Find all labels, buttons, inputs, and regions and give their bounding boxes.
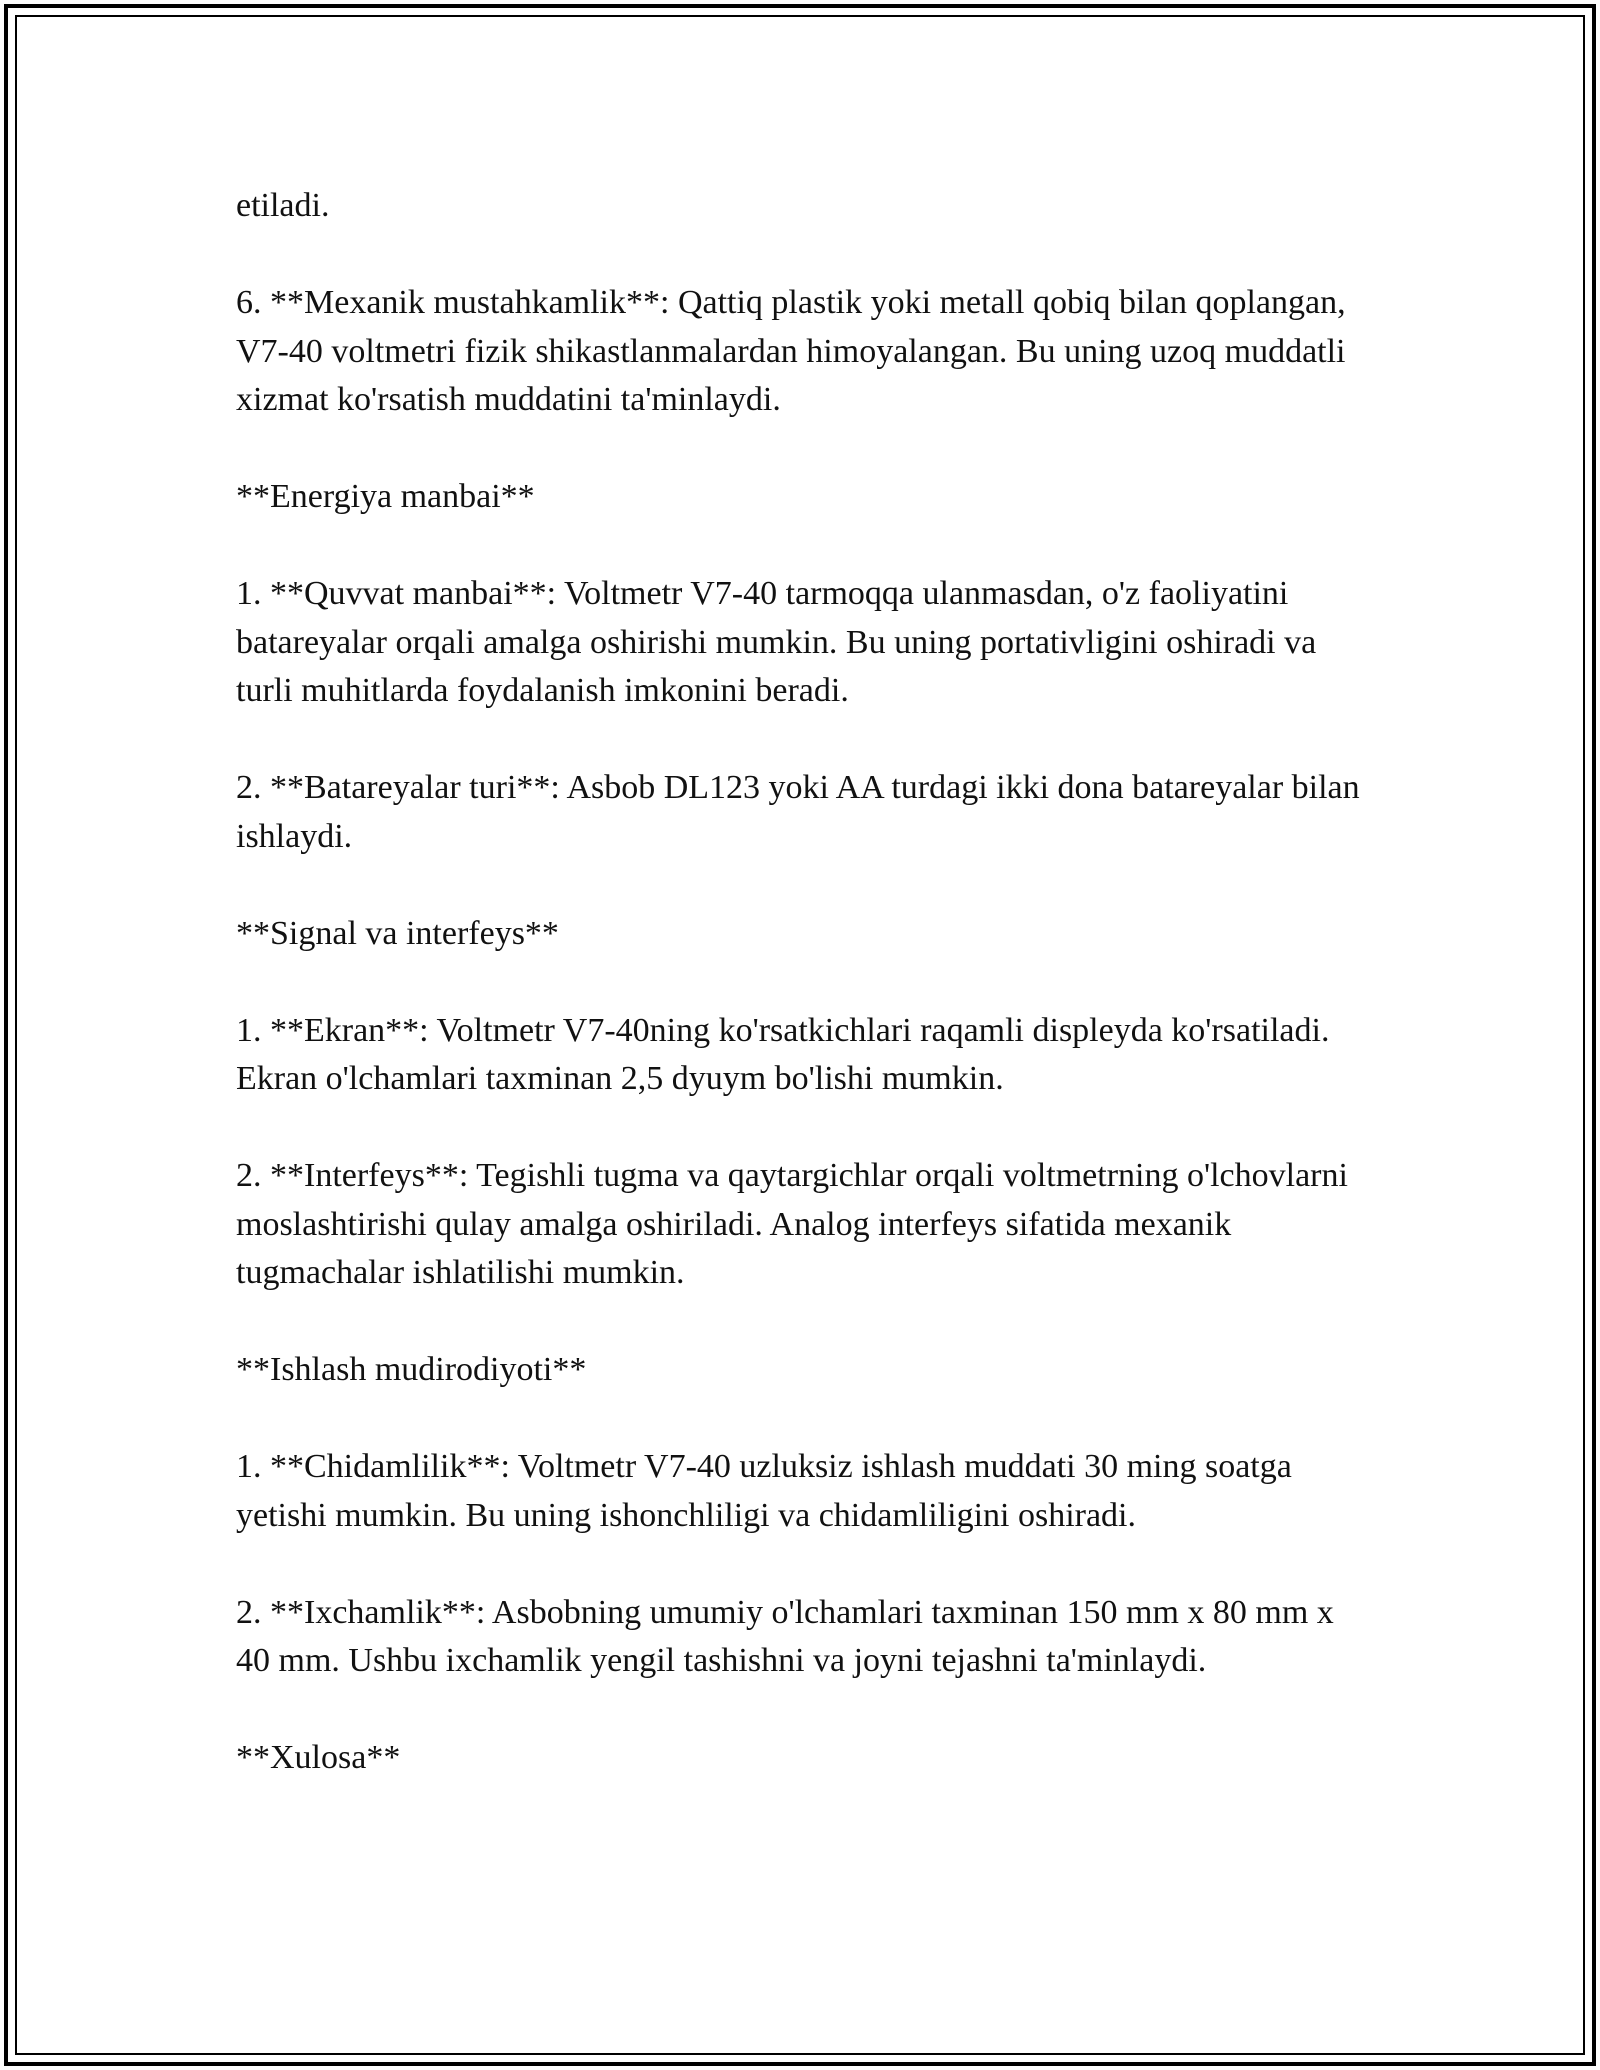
section-heading-energy: **Energiya manbai** <box>236 478 535 515</box>
section-heading-signal: **Signal va interfeys** <box>236 914 559 952</box>
paragraph-compactness: 2. **Ixchamlik**: Asbobning umumiy o'lchamlari taxminan 150 mm x 80 mm x 40 mm. Ushbu ixchamlik yengil tashishni va joyni tejashni ta'minlaydi. <box>236 1593 1334 1679</box>
document-body <box>236 182 1376 1831</box>
paragraph-mechanical-strength: 6. **Mexanik mustahkamlik**: Qattiq plastik yoki metall qobiq bilan qoplangan, V7-40 voltmetri fizik shikastlanmalardan himoyalangan. Bu uning uzoq muddatli xizmat ko'rsatish muddatini ta'minlaydi. <box>236 284 1346 418</box>
paragraph-power-source: 1. **Quvvat manbai**: Voltmetr V7-40 tarmoqqa ulanmasdan, o'z faoliyatini batareyalar orqali amalga oshirishi mumkin. Bu uning portativligini oshiradi va turli muhitlarda foydalanish imkonini beradi. <box>236 575 1317 709</box>
paragraph-continuation: etiladi. <box>236 187 330 224</box>
paragraph-durability: 1. **Chidamlilik**: Voltmetr V7-40 uzluksiz ishlash muddati 30 ming soatga yetishi mumkin. Bu uning ishonchliligi va chidamliligini oshiradi. <box>236 1448 1292 1534</box>
section-heading-operation: **Ishlash mudirodiyoti** <box>236 1351 587 1388</box>
section-heading-conclusion: **Xulosa** <box>236 1739 401 1776</box>
paragraph-battery-type: 2. **Batareyalar turi**: Asbob DL123 yoki AA turdagi ikki dona batareyalar bilan ishlaydi. <box>236 769 1360 855</box>
paragraph-screen: 1. **Ekran**: Voltmetr V7-40ning ko'rsatkichlari raqamli displeyda ko'rsatiladi. Ekran o'lchamlari taxminan 2,5 dyuym bo'lishi mumkin. <box>236 1011 1330 1097</box>
paragraph-interface: 2. **Interfeys**: Tegishli tugma va qaytargichlar orqali voltmetrning o'lchovlarni moslashtirishi qulay amalga oshiriladi. Analog interfeys sifatida mexanik tugmachalar ishlatilishi mumkin. <box>236 1157 1348 1291</box>
